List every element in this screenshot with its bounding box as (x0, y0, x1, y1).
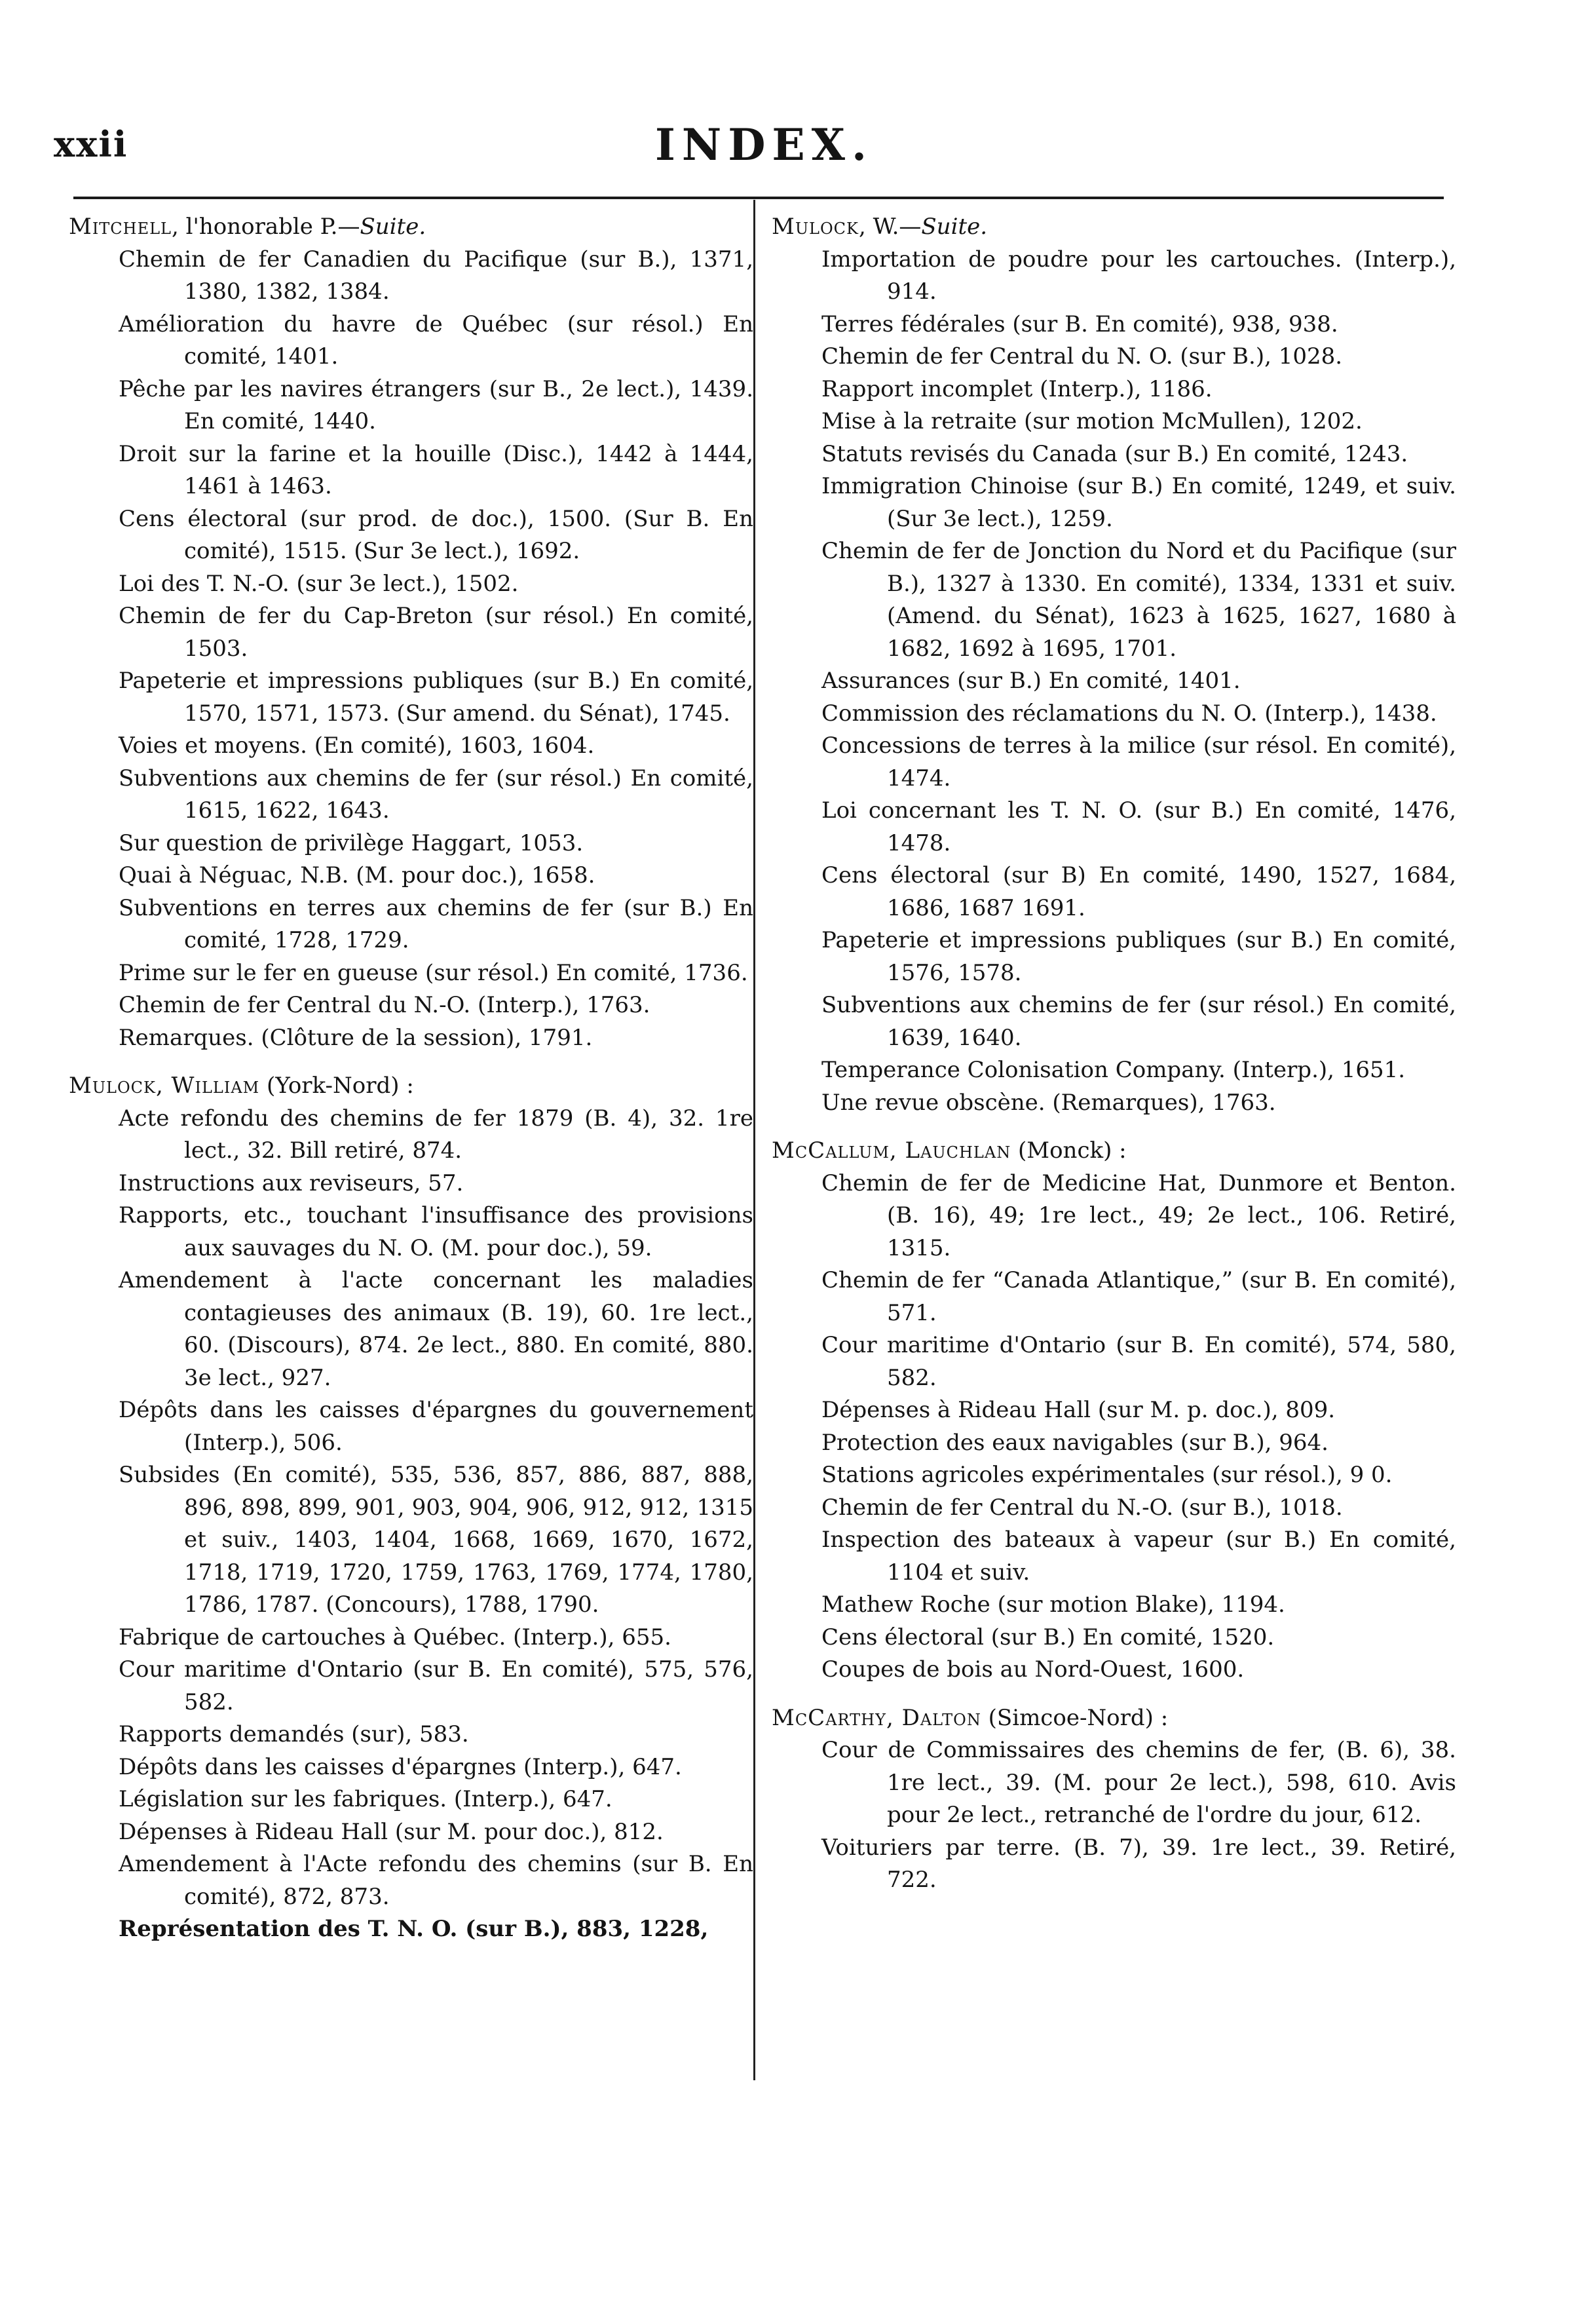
index-entry: Chemin de fer “Canada Atlantique,” (sur B. En comité), 571. (821, 1267, 1456, 1326)
page-number: xxii (54, 123, 128, 165)
index-entry: Loi concernant les T. N. O. (sur B.) En comité, 1476, 1478. (821, 797, 1456, 856)
index-entry: Chemin de fer de Jonction du Nord et du Pacifique (sur B.), 1327 à 1330. En comité), 1334, 1331 et suiv. (Amend. du Sénat), 1623 à 1625, 1627, 1680 à 1682, 1692 à 1695, 1701. (821, 538, 1456, 662)
index-entry: Rapport incomplet (Interp.), 1186. (821, 375, 1213, 402)
heading-name: McCallum, Lauchlan (772, 1137, 1011, 1164)
index-entry: Dépenses à Rideau Hall (sur M. pour doc.), 812. (119, 1818, 664, 1845)
index-entry: Protection des eaux navigables (sur B.), 964. (821, 1429, 1328, 1456)
index-entry: Amélioration du havre de Québec (sur résol.) En comité, 1401. (119, 311, 753, 370)
index-entry: Subventions aux chemins de fer (sur résol.) En comité, 1615, 1622, 1643. (119, 765, 753, 824)
index-entry: Amendement à l'acte concernant les maladies contagieuses des animaux (B. 19), 60. 1re lect., 60. (Discours), 874. 2e lect., 880. En comité, 880. 3e lect., 927. (119, 1267, 753, 1391)
index-entry: Stations agricoles expérimentales (sur résol.), 9 0. (821, 1462, 1393, 1488)
left-column (69, 211, 753, 1946)
index-entry: Cens électoral (sur B.) En comité, 1520. (821, 1624, 1275, 1650)
index-entry: Loi des T. N.-O. (sur 3e lect.), 1502. (119, 570, 519, 597)
index-entry: Commission des réclamations du N. O. (Interp.), 1438. (821, 700, 1437, 727)
heading-name: McCarthy, Dalton (772, 1704, 981, 1731)
heading-rest: , W.— (858, 214, 922, 240)
index-entry: Quai à Néguac, N.B. (M. pour doc.), 1658. (119, 862, 595, 888)
heading-name: Mulock (772, 214, 859, 240)
index-entry: Concessions de terres à la milice (sur résol. En comité), 1474. (821, 733, 1456, 791)
index-entry: Inspection des bateaux à vapeur (sur B.) En comité, 1104 et suiv. (821, 1527, 1456, 1586)
index-entry: Coupes de bois au Nord-Ouest, 1600. (821, 1656, 1245, 1683)
index-entry: Assurances (sur B.) En comité, 1401. (821, 668, 1241, 694)
index-entry: Sur question de privilège Haggart, 1053. (119, 829, 584, 856)
index-entry: Papeterie et impressions publiques (sur B.) En comité, 1576, 1578. (821, 927, 1456, 986)
index-entry: Cens électoral (sur prod. de doc.), 1500. (Sur B. En comité), 1515. (Sur 3e lect.), 1692. (119, 505, 753, 564)
column-divider (753, 200, 755, 2080)
heading-suffix: Suite. (360, 214, 426, 240)
index-entry: Voituriers par terre. (B. 7), 39. 1re lect., 39. Retiré, 722. (821, 1834, 1456, 1893)
index-entry: Chemin de fer Central du N.-O. (Interp.), 1763. (119, 992, 650, 1018)
index-entry: Subsides (En comité), 535, 536, 857, 886, 887, 888, 896, 898, 899, 901, 903, 904, 906, 912, 912, 1315 et suiv., 1403, 1404, 1668, 1669, 1670, 1672, 1718, 1719, 1720, 1759, 1763, 1769, 1774, 1780, 1786, 1787. (Concours), 1788, 1790. (119, 1462, 753, 1618)
index-entry: Pêche par les navires étrangers (sur B., 2e lect.), 1439. En comité, 1440. (119, 375, 753, 434)
index-entry: Remarques. (Clôture de la session), 1791. (119, 1024, 593, 1051)
index-entry: Cens électoral (sur B) En comité, 1490, 1527, 1684, 1686, 1687 1691. (821, 862, 1456, 921)
header-rule (73, 197, 1444, 199)
index-entry: Représentation des T. N. O. (sur B.), 883, 1228, (119, 1916, 709, 1942)
index-entry: Acte refondu des chemins de fer 1879 (B. 4), 32. 1re lect., 32. Bill retiré, 874. (119, 1105, 753, 1164)
index-entry: Rapports demandés (sur), 583. (119, 1721, 469, 1747)
heading-rest: , l'honorable P.— (172, 214, 360, 240)
index-entry: Instructions aux reviseurs, 57. (119, 1170, 464, 1196)
index-heading (772, 1702, 1456, 1735)
index-entry: Subventions aux chemins de fer (sur résol.) En comité, 1639, 1640. (821, 992, 1456, 1051)
index-entry: Papeterie et impressions publiques (sur B.) En comité, 1570, 1571, 1573. (Sur amend. du Sénat), 1745. (119, 668, 753, 727)
index-entry: Immigration Chinoise (sur B.) En comité, 1249, et suiv. (Sur 3e lect.), 1259. (821, 473, 1456, 532)
heading-name: Mulock, William (69, 1073, 260, 1099)
index-entry: Chemin de fer Central du N.-O. (sur B.), 1018. (821, 1494, 1343, 1521)
index-heading (772, 211, 1456, 244)
heading-rest: (Simcoe-Nord) : (981, 1704, 1169, 1731)
index-entry: Mathew Roche (sur motion Blake), 1194. (821, 1591, 1285, 1618)
page-title: INDEX. (655, 119, 873, 170)
index-entry: Voies et moyens. (En comité), 1603, 1604. (119, 733, 595, 759)
heading-name: Mitchell (69, 214, 172, 240)
heading-rest: (Monck) : (1011, 1137, 1127, 1164)
index-entry: Prime sur le fer en gueuse (sur résol.) En comité, 1736. (119, 959, 748, 986)
index-heading (69, 1070, 753, 1103)
index-entry: Chemin de fer de Medicine Hat, Dunmore et Benton. (B. 16), 49; 1re lect., 49; 2e lect., 106. Retiré, 1315. (821, 1170, 1456, 1261)
index-entry: Importation de poudre pour les cartouches. (Interp.), 914. (821, 246, 1456, 305)
index-heading (772, 1135, 1456, 1168)
index-entry: Statuts revisés du Canada (sur B.) En comité, 1243. (821, 440, 1408, 467)
heading-rest: (York-Nord) : (259, 1073, 414, 1099)
right-column (772, 211, 1456, 1897)
index-entry: Amendement à l'Acte refondu des chemins (sur B. En comité), 872, 873. (119, 1851, 753, 1910)
index-entry: Terres fédérales (sur B. En comité), 938, 938. (821, 311, 1338, 337)
index-entry: Cour de Commissaires des chemins de fer, (B. 6), 38. 1re lect., 39. (M. pour 2e lect.), 598, 610. Avis pour 2e lect., retranché de l'ordre du jour, 612. (821, 1737, 1456, 1828)
index-entry: Rapports, etc., touchant l'insuffisance des provisions aux sauvages du N. O. (M. pour doc.), 59. (119, 1202, 753, 1261)
index-heading (69, 211, 753, 244)
index-entry: Chemin de fer Central du N. O. (sur B.), 1028. (821, 343, 1343, 370)
index-entry: Mise à la retraite (sur motion McMullen), 1202. (821, 408, 1363, 434)
index-entry: Chemin de fer Canadien du Pacifique (sur B.), 1371, 1380, 1382, 1384. (119, 246, 753, 305)
index-entry: Subventions en terres aux chemins de fer (sur B.) En comité, 1728, 1729. (119, 894, 753, 953)
index-entry: Cour maritime d'Ontario (sur B. En comité), 574, 580, 582. (821, 1332, 1456, 1391)
index-entry: Dépôts dans les caisses d'épargnes du gouvernement (Interp.), 506. (119, 1397, 753, 1456)
index-entry: Législation sur les fabriques. (Interp.), 647. (119, 1786, 612, 1812)
index-entry: Dépenses à Rideau Hall (sur M. p. doc.), 809. (821, 1397, 1336, 1423)
index-entry: Chemin de fer du Cap-Breton (sur résol.) En comité, 1503. (119, 603, 753, 662)
index-entry: Temperance Colonisation Company. (Interp.), 1651. (821, 1057, 1406, 1083)
index-entry: Fabrique de cartouches à Québec. (Interp.), 655. (119, 1624, 671, 1650)
index-entry: Dépôts dans les caisses d'épargnes (Interp.), 647. (119, 1753, 682, 1780)
index-entry: Une revue obscène. (Remarques), 1763. (821, 1089, 1276, 1116)
index-entry: Cour maritime d'Ontario (sur B. En comité), 575, 576, 582. (119, 1656, 753, 1715)
index-entry: Droit sur la farine et la houille (Disc.), 1442 à 1444, 1461 à 1463. (119, 440, 753, 499)
heading-suffix: Suite. (921, 214, 988, 240)
